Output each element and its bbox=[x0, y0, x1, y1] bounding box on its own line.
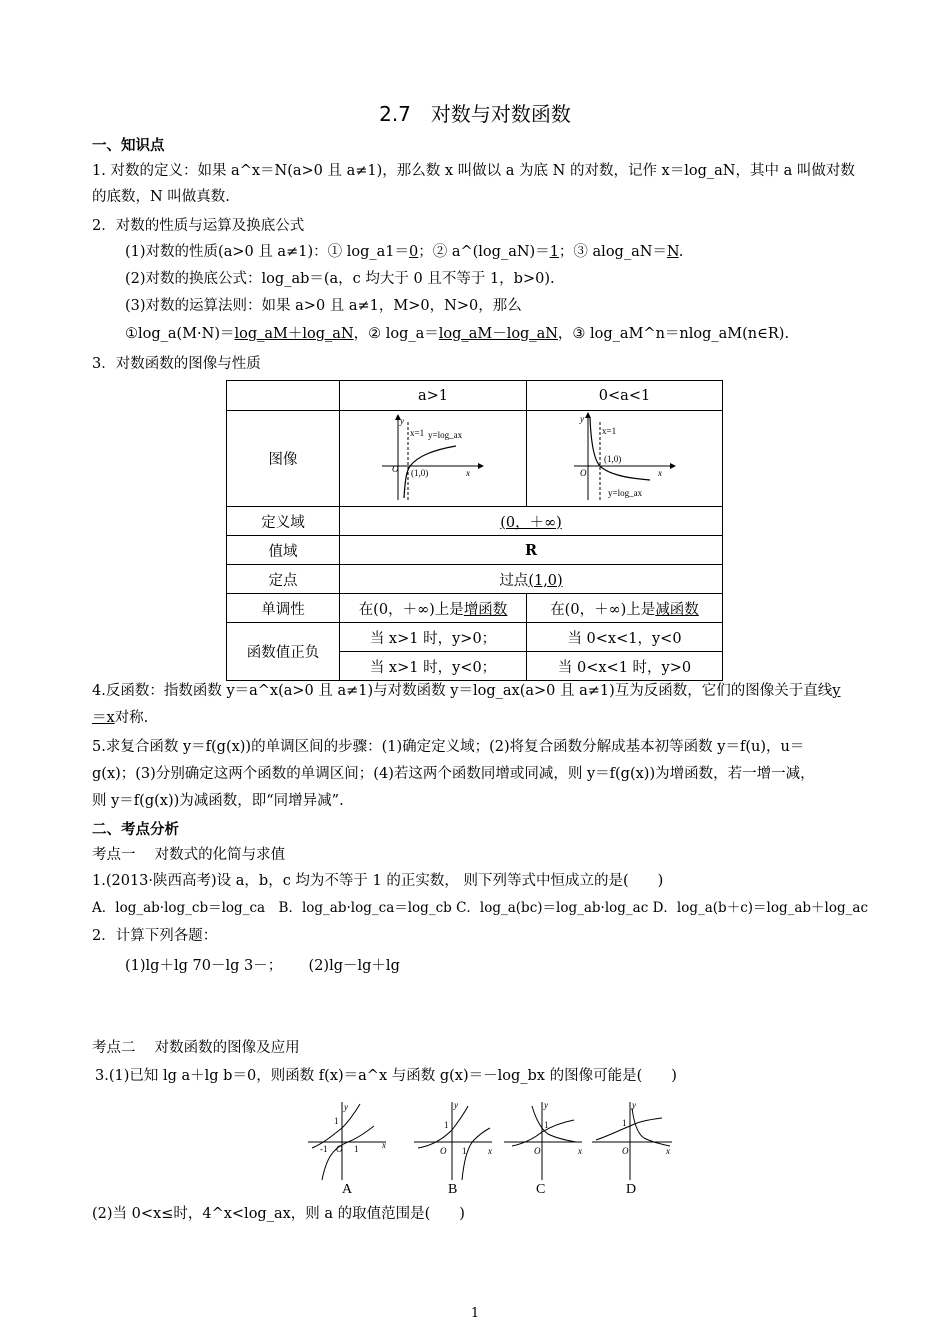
svg-text:(1,0): (1,0) bbox=[411, 467, 429, 478]
range-value: R bbox=[340, 536, 723, 565]
svg-text:x=1: x=1 bbox=[601, 425, 616, 436]
sign-a-gt-1-row-1: 当 x>1 时，y>0； bbox=[340, 623, 527, 652]
svg-text:x=1: x=1 bbox=[410, 427, 425, 438]
svg-text:-1: -1 bbox=[320, 1144, 328, 1154]
topic-2-heading: 考点二 对数函数的图像及应用 bbox=[92, 1040, 300, 1056]
svg-text:x: x bbox=[657, 467, 662, 478]
sign-a-lt-1-row-2: 当 0<x<1 时，y>0 bbox=[527, 652, 723, 681]
row-fixed-point-label: 定点 bbox=[227, 565, 340, 594]
topic-1-heading: 考点一 对数式的化简与求值 bbox=[92, 847, 286, 863]
svg-text:1: 1 bbox=[544, 1120, 549, 1130]
header-a-lt-1: 0<a<1 bbox=[527, 381, 723, 411]
option-c-graph bbox=[504, 1100, 584, 1185]
log-graph-increasing bbox=[378, 412, 488, 502]
svg-text:O: O bbox=[440, 1146, 447, 1156]
svg-text:y=log_ax: y=log_ax bbox=[607, 487, 642, 498]
svg-text:x: x bbox=[466, 467, 470, 478]
option-b-label: B bbox=[448, 1182, 458, 1197]
log-graph-decreasing bbox=[570, 412, 680, 502]
question-2: 2．计算下列各题： bbox=[92, 928, 218, 944]
graph-decreasing bbox=[527, 411, 723, 507]
svg-text:(1,0): (1,0) bbox=[603, 453, 621, 464]
log-function-table bbox=[226, 380, 723, 681]
change-of-base: (2)对数的换底公式：log_ab＝(a，c 均大于 0 且不等于 1，b>0). bbox=[125, 271, 555, 287]
svg-text:y: y bbox=[579, 413, 584, 424]
svg-text:x: x bbox=[666, 1146, 670, 1156]
svg-text:O: O bbox=[336, 1144, 343, 1154]
option-a-graph bbox=[308, 1100, 388, 1185]
question-3-part-2: (2)当 0<x≤时，4^x<log_ax，则 a 的取值范围是( ) bbox=[92, 1206, 465, 1222]
graph-increasing bbox=[340, 411, 527, 507]
fixed-point-value: 过点(1,0) bbox=[340, 565, 723, 594]
row-sign-label: 函数值正负 bbox=[227, 623, 340, 681]
svg-text:y: y bbox=[454, 1100, 458, 1110]
log-properties: (1)对数的性质(a>0 且 a≠1)：① log_a1＝0；② a^(log_aN)＝1；③ alog_aN＝N. bbox=[125, 244, 684, 260]
knowledge-4-line-2: ＝x对称. bbox=[92, 710, 149, 726]
svg-text:O: O bbox=[579, 467, 586, 478]
section-heading-2: 二、考点分析 bbox=[92, 822, 179, 838]
svg-text:y: y bbox=[544, 1100, 548, 1110]
knowledge-5-line-3: 则 y＝f(g(x))为减函数，即“同增异减”. bbox=[92, 793, 344, 809]
knowledge-3-heading: 3．对数函数的图像与性质 bbox=[92, 356, 261, 372]
svg-text:1: 1 bbox=[622, 1118, 627, 1128]
row-domain-label: 定义域 bbox=[227, 507, 340, 536]
svg-text:O: O bbox=[534, 1146, 541, 1156]
section-heading-1: 一、知识点 bbox=[92, 138, 165, 154]
svg-text:x: x bbox=[488, 1146, 492, 1156]
svg-text:O: O bbox=[622, 1146, 629, 1156]
svg-text:x: x bbox=[382, 1140, 386, 1150]
option-d-label: D bbox=[626, 1182, 637, 1197]
option-b-graph bbox=[414, 1100, 494, 1185]
knowledge-4-line-1: 4.反函数：指数函数 y＝a^x(a>0 且 a≠1)与对数函数 y＝log_ax(a>0 且 a≠1)互为反函数，它们的图像关于直线y bbox=[92, 683, 841, 699]
page-number: 1 bbox=[470, 1306, 480, 1321]
knowledge-1-line-2: 的底数，N 叫做真数. bbox=[92, 189, 230, 205]
question-3: 3.(1)已知 lg a＋lg b＝0，则函数 f(x)＝a^x 与函数 g(x)＝－log_bx 的图像可能是( ) bbox=[95, 1068, 677, 1084]
sign-a-lt-1-row-1: 当 0<x<1，y<0 bbox=[527, 623, 723, 652]
svg-text:y: y bbox=[632, 1100, 636, 1110]
svg-text:1: 1 bbox=[462, 1146, 467, 1156]
svg-text:O: O bbox=[392, 463, 399, 474]
row-range-label: 值域 bbox=[227, 536, 340, 565]
domain-value: (0，＋∞) bbox=[340, 507, 723, 536]
option-c-label: C bbox=[536, 1182, 546, 1197]
svg-text:1: 1 bbox=[354, 1144, 359, 1154]
svg-text:1: 1 bbox=[444, 1120, 449, 1130]
question-1-options: A．log_ab·log_cb＝log_ca B．log_ab·log_ca＝log_cb C．log_a(bc)＝log_ab·log_ac D．log_a(b＋c)＝log_ab＋log_ac bbox=[92, 900, 868, 916]
row-monotonic-label: 单调性 bbox=[227, 594, 340, 623]
question-1: 1.(2013·陕西高考)设 a，b，c 均为不等于 1 的正实数， 则下列等式中恒成立的是( ) bbox=[92, 873, 664, 889]
svg-text:x: x bbox=[578, 1146, 582, 1156]
svg-text:y: y bbox=[400, 415, 404, 426]
question-2-items: (1)lg＋lg 70－lg 3－； (2)lg－lg＋lg bbox=[125, 958, 400, 974]
svg-text:1: 1 bbox=[334, 1116, 339, 1126]
option-d-graph bbox=[592, 1100, 672, 1185]
page-title: 2.7 对数与对数函数 bbox=[379, 102, 571, 126]
header-a-gt-1: a>1 bbox=[340, 381, 527, 411]
knowledge-5-line-2: g(x)；(3)分别确定这两个函数的单调区间；(4)若这两个函数同增或同减，则 y＝f(g(x))为增函数，若一增一减， bbox=[92, 766, 815, 782]
monotonic-decreasing: 在(0，＋∞)上是减函数 bbox=[527, 594, 723, 623]
operation-rules: (3)对数的运算法则：如果 a>0 且 a≠1，M>0，N>0，那么 bbox=[125, 298, 522, 314]
svg-text:y=log_ax: y=log_ax bbox=[428, 429, 463, 440]
row-graph-label: 图像 bbox=[227, 411, 340, 507]
svg-text:y: y bbox=[344, 1102, 348, 1112]
knowledge-2-heading: 2．对数的性质与运算及换底公式 bbox=[92, 218, 305, 234]
knowledge-1-line-1: 1. 对数的定义：如果 a^x＝N(a>0 且 a≠1)，那么数 x 叫做以 a 为底 N 的对数，记作 x＝log_aN，其中 a 叫做对数 bbox=[92, 163, 855, 179]
option-a-label: A bbox=[342, 1182, 353, 1197]
operation-formulas: ①log_a(M·N)＝log_aM＋log_aN，② log_a＝log_aM－log_aN，③ log_aM^n＝nlog_aM(n∈R). bbox=[125, 326, 790, 342]
knowledge-5-line-1: 5.求复合函数 y＝f(g(x))的单调区间的步骤：(1)确定定义域；(2)将复合函数分解成基本初等函数 y＝f(u)，u＝ bbox=[92, 739, 805, 755]
monotonic-increasing: 在(0，＋∞)上是增函数 bbox=[340, 594, 527, 623]
sign-a-gt-1-row-2: 当 x>1 时，y<0； bbox=[340, 652, 527, 681]
